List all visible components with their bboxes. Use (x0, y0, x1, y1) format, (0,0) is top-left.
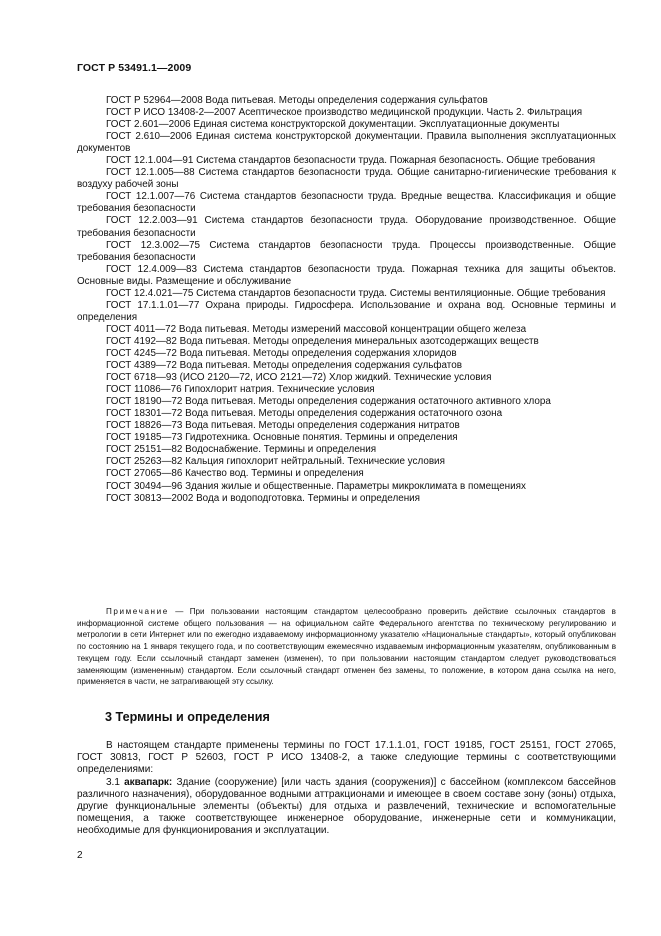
reference-item: ГОСТ 12.1.005—88 Система стандартов безопасности труда. Общие санитарно-гигиенические требования к воздуху рабочей зоны (77, 167, 616, 191)
reference-item: ГОСТ 12.4.009—83 Система стандартов безопасности труда. Пожарная техника для защиты объектов. Основные виды. Размещение и обслуживание (77, 263, 616, 287)
note-paragraph (77, 606, 616, 688)
reference-item: ГОСТ 19185—73 Гидротехника. Основные понятия. Термины и определения (106, 432, 458, 444)
document-header: ГОСТ Р 53491.1—2009 (77, 62, 192, 74)
term-name: аквапарк: (124, 776, 173, 788)
reference-item: ГОСТ 12.1.004—91 Система стандартов безопасности труда. Пожарная безопасность. Общие требования (106, 155, 596, 167)
reference-item: ГОСТ 2.610—2006 Единая система конструкторской документации. Правила выполнения эксплуатационных документов (77, 131, 616, 155)
reference-item: ГОСТ 6718—93 (ИСО 2120—72, ИСО 2121—72) Хлор жидкий. Технические условия (106, 372, 492, 384)
reference-item: ГОСТ 4389—72 Вода питьевая. Методы определения содержания сульфатов (106, 360, 462, 372)
reference-item: ГОСТ 12.2.003—91 Система стандартов безопасности труда. Оборудование производственное. Общие требования безопасности (77, 215, 616, 239)
reference-item: ГОСТ 18190—72 Вода питьевая. Методы определения содержания остаточного активного хлора (106, 396, 551, 408)
reference-item: ГОСТ 18826—73 Вода питьевая. Методы определения содержания нитратов (106, 420, 460, 432)
reference-item: ГОСТ 12.3.002—75 Система стандартов безопасности труда. Процессы производственные. Общие требования безопасности (77, 239, 616, 263)
reference-item: ГОСТ 25263—82 Кальция гипохлорит нейтральный. Технические условия (106, 456, 445, 468)
term-number: 3.1 (106, 776, 125, 788)
reference-item: ГОСТ 30494—96 Здания жилые и общественные. Параметры микроклимата в помещениях (106, 480, 526, 492)
note-text: — При пользовании настоящим стандартом целесообразно проверить действие ссылочных стандартов в информационной системе общего пользования — на официальном сайте Федерального агентства по техническому регулированию и метрологии в сети Интернет или по ежегодно издаваемому информационному указателю «Национальные стандарты», который опубликован по состоянию на 1 января текущего года, и по соответствующим ежемесячно издаваемым информационным указателям, опубликованным в текущем году. Если ссылочный стандарт заменен (изменен), то при пользовании настоящим стандартом следует руководствоваться заменяющим (измененным) стандартом. Если ссылочный стандарт отменен без замены, то положение, в котором дана ссылка на него, применяется в части, не затрагивающей эту ссылку. (77, 607, 616, 687)
reference-item: ГОСТ 4245—72 Вода питьевая. Методы определения содержания хлоридов (106, 347, 457, 359)
reference-item: ГОСТ 11086—76 Гипохлорит натрия. Технические условия (106, 384, 375, 396)
term-definition (77, 777, 616, 838)
reference-item: ГОСТ 4011—72 Вода питьевая. Методы измерений массовой концентрации общего железа (106, 323, 527, 335)
note-block (77, 606, 616, 688)
reference-item: ГОСТ 30813—2002 Вода и водоподготовка. Термины и определения (106, 492, 421, 504)
reference-item: ГОСТ Р ИСО 13408-2—2007 Асептическое производство медицинской продукции. Часть 2. Фильтрация (106, 107, 583, 119)
section-title: 3 Термины и определения (105, 710, 270, 724)
intro-paragraph: В настоящем стандарте применены термины по ГОСТ 17.1.1.01, ГОСТ 19185, ГОСТ 25151, ГОСТ 27065, ГОСТ 30813, ГОСТ Р 52603, ГОСТ Р ИСО 13408-2, а также следующие термины с соответствующими определениями: (77, 740, 616, 776)
reference-item: ГОСТ 12.4.021—75 Система стандартов безопасности труда. Системы вентиляционные. Общие требования (106, 287, 606, 299)
note-lead: Примечание (106, 607, 169, 616)
reference-item: ГОСТ 25151—82 Водоснабжение. Термины и определения (106, 444, 377, 456)
reference-item: ГОСТ 27065—86 Качество вод. Термины и определения (106, 468, 364, 480)
reference-item: ГОСТ 12.1.007—76 Система стандартов безопасности труда. Вредные вещества. Классификация и общие требования безопасности (77, 191, 616, 215)
section-body (77, 740, 616, 838)
normative-references-list (77, 95, 616, 505)
reference-item: ГОСТ 2.601—2006 Единая система конструкторской документации. Эксплуатационные документы (106, 119, 560, 131)
reference-item: ГОСТ Р 52964—2008 Вода питьевая. Методы определения содержания сульфатов (106, 95, 488, 106)
reference-item: ГОСТ 18301—72 Вода питьевая. Методы определения содержания остаточного озона (106, 408, 503, 420)
reference-item: ГОСТ 4192—82 Вода питьевая. Методы определения минеральных азотсодержащих веществ (106, 335, 539, 347)
reference-item: ГОСТ 17.1.1.01—77 Охрана природы. Гидросфера. Использование и охрана вод. Основные термины и определения (77, 299, 616, 323)
page-number: 2 (77, 850, 83, 861)
term-definition-text: Здание (сооружение) [или часть здания (сооружения)] с бассейном (комплексом бассейнов различного назначения), оборудованное водными аттракционами и имеющее в своем составе зону (зоны) отдыха, другие функциональные элементы (объекты) для отдыха и развлечений, технические и вспомогательные помещения, а также соответствующее инженерное оборудование, инженерные сети и коммуникации, необходимые для функционирования и эксплуатации. (77, 776, 616, 837)
